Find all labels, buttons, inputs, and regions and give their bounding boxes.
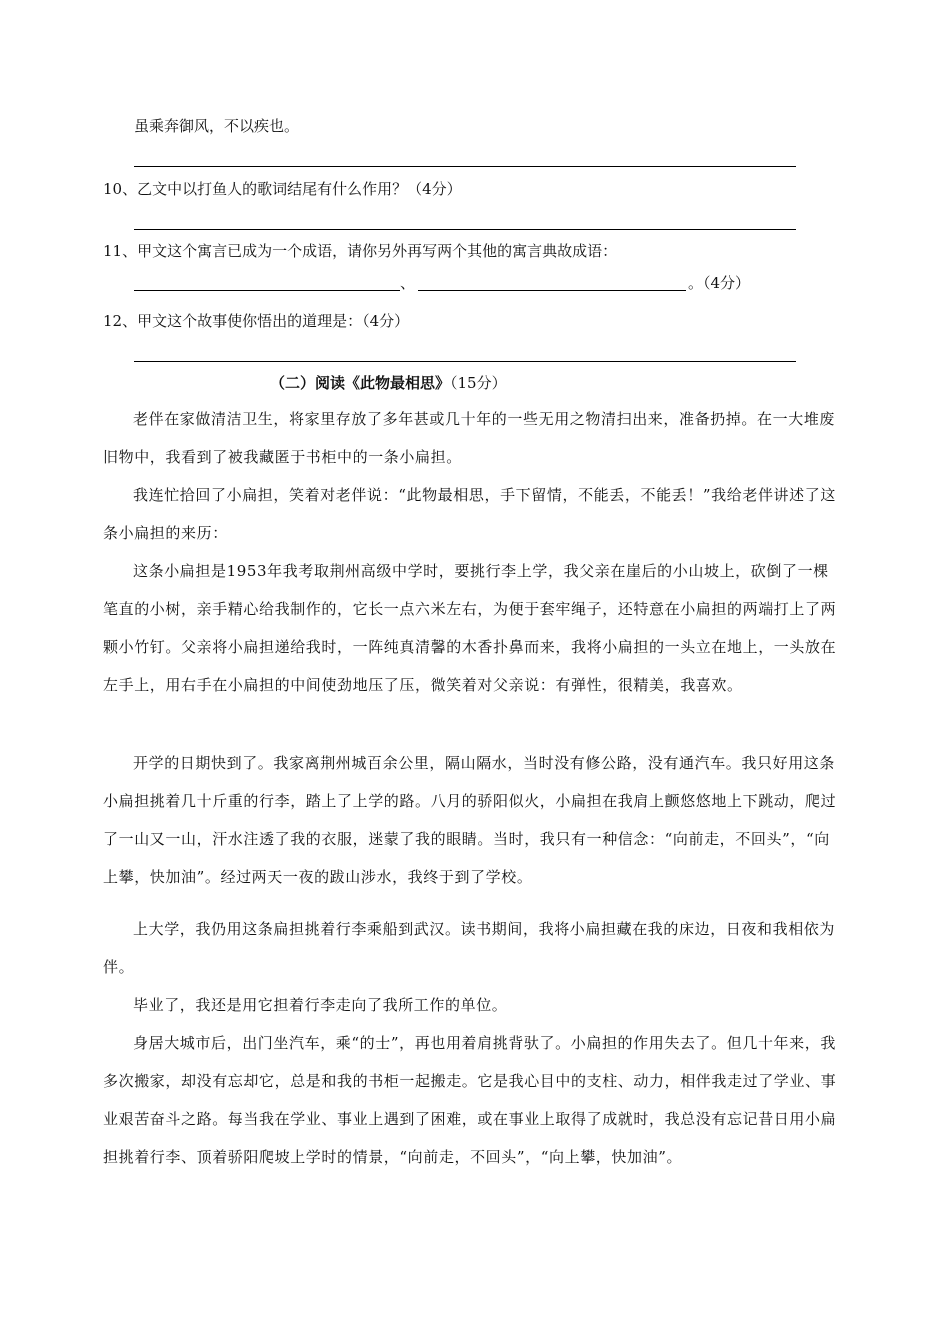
paragraph-6: 毕业了，我还是用它担着行李走向了我所工作的单位。 bbox=[133, 996, 508, 1014]
quoted-line: 虽乘奔御风，不以疾也。 bbox=[134, 117, 300, 135]
answer-line bbox=[134, 290, 400, 291]
question-12: 12、甲文这个故事使你悟出的道理是：（4分） bbox=[103, 312, 410, 330]
question-10: 10、乙文中以打鱼人的歌词结尾有什么作用？（4分） bbox=[103, 180, 462, 198]
paragraph-2: 我连忙拾回了小扁担，笑着对老伴说：“此物最相思，手下留情，不能丢，不能丢！”我给老伴讲述了这条小扁担的来历： bbox=[103, 486, 836, 542]
paragraph-7: 身居大城市后，出门坐汽车，乘“的士”，再也用着肩挑背驮了。小扁担的作用失去了。但几十年来，我多次搬家，却没有忘却它，总是和我的书柜一起搬走。它是我心目中的支柱、动力，相伴我走过了学业、事业艰苦奋斗之路。每当我在学业、事业上遇到了困难，或在事业上取得了成就时，我总没有忘记昔日用小扁担挑着行李、顶着骄阳爬坡上学时的情景，“向前走，不回头”，“向上攀，快加油”。 bbox=[103, 1034, 837, 1166]
question-11-score: 。（4分） bbox=[688, 274, 751, 292]
answer-line bbox=[134, 229, 796, 230]
section-title: （二）阅读《此物最相思》 bbox=[270, 374, 451, 392]
section-score: （15分） bbox=[450, 374, 507, 392]
question-11: 11、甲文这个寓言已成为一个成语，请你另外再写两个其他的寓言典故成语： bbox=[103, 242, 618, 260]
paragraph-3: 这条小扁担是1953年我考取荆州高级中学时，要挑行李上学，我父亲在崖后的小山坡上，砍倒了一棵笔直的小树，亲手精心给我制作的，它长一点六米左右，为便于套牢绳子，还特意在小扁担的两端打上了两颗小竹钉。父亲将小扁担递给我时，一阵纯真清馨的木香扑鼻而来，我将小扁担的一头立在地上，一头放在左手上，用右手在小扁担的中间使劲地压了压，微笑着对父亲说：有弹性，很精美，我喜欢。 bbox=[103, 562, 837, 694]
paragraph-4: 开学的日期快到了。我家离荆州城百余公里，隔山隔水，当时没有修公路，没有通汽车。我只好用这条小扁担挑着几十斤重的行李，踏上了上学的路。八月的骄阳似火，小扁担在我肩上颤悠悠地上下跳动，爬过了一山又一山，汗水注透了我的衣服，迷蒙了我的眼睛。当时，我只有一种信念：“向前走，不回头”，“向上攀，快加油”。经过两天一夜的跋山涉水，我终于到了学校。 bbox=[103, 754, 837, 886]
paragraph-1: 老伴在家做清洁卫生，将家里存放了多年甚或几十年的一些无用之物清扫出来，准备扔掉。在一大堆废旧物中，我看到了被我藏匿于书柜中的一条小扁担。 bbox=[103, 410, 836, 466]
question-11-separator: 、 bbox=[400, 274, 416, 292]
answer-line bbox=[134, 361, 796, 362]
section-heading bbox=[270, 372, 507, 393]
answer-line bbox=[134, 166, 796, 167]
paragraph-5: 上大学，我仍用这条扁担挑着行李乘船到武汉。读书期间，我将小扁担藏在我的床边，日夜和我相依为伴。 bbox=[103, 920, 836, 976]
answer-line bbox=[418, 290, 686, 291]
